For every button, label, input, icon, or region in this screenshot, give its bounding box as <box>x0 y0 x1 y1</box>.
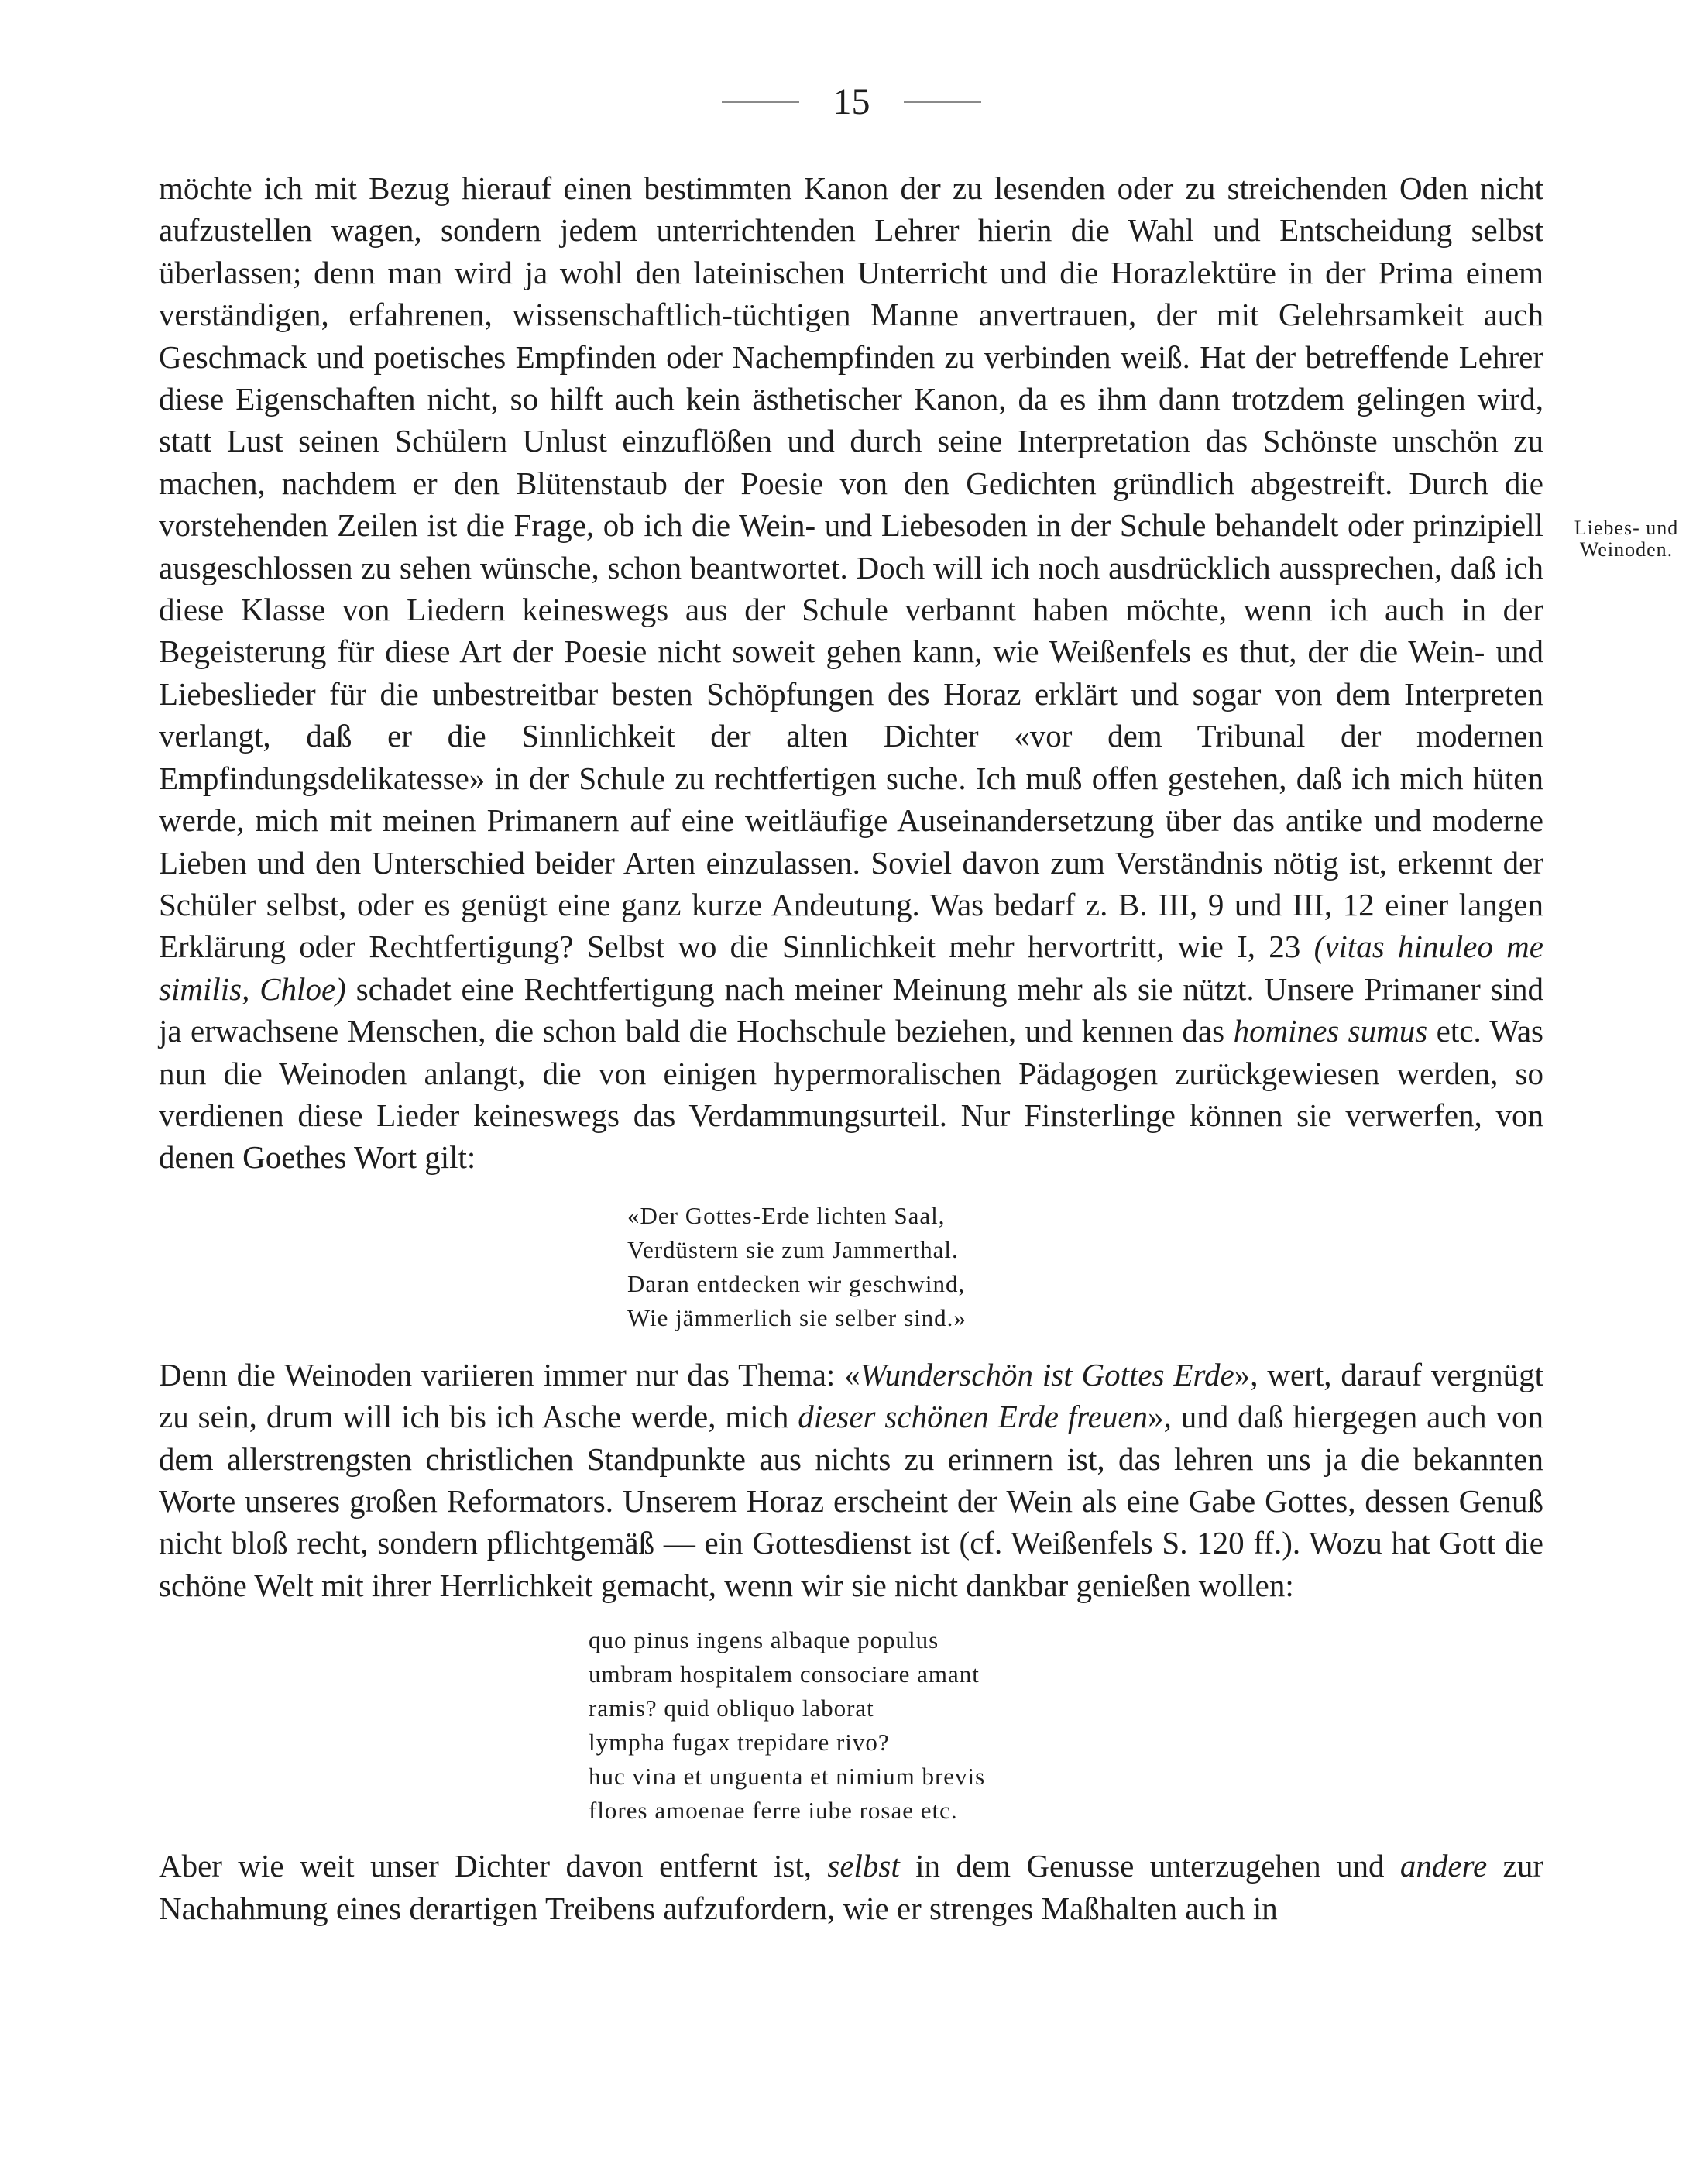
paragraph-1 <box>159 167 1543 1179</box>
italic-phrase: homines sumus <box>1233 1013 1428 1049</box>
verse-line: ramis? quid obliquo laborat <box>589 1695 874 1722</box>
text-run: Aber wie weit unser Dichter davon entfernt ist, <box>159 1848 828 1884</box>
goethe-verse <box>627 1199 1543 1335</box>
verse-line: huc vina et unguenta et nimium brevis <box>589 1763 986 1791</box>
text-run: Denn die Weinoden variieren immer nur das Thema: « <box>159 1356 860 1392</box>
italic-phrase: Wunderschön ist Gottes Erde <box>860 1356 1234 1392</box>
italic-phrase: dieser schönen Erde freuen <box>798 1399 1148 1435</box>
margin-note-line: Weinoden. <box>1579 538 1674 561</box>
body-text <box>159 167 1543 1929</box>
italic-word: andere <box>1399 1848 1488 1884</box>
header-rule-left <box>722 101 799 103</box>
page-number: 15 <box>833 81 870 122</box>
verse-line: Verdüstern sie zum Jammerthal. <box>627 1235 959 1263</box>
text-run: möchte ich mit Bezug hierauf einen bestimmten Kanon der zu lesenden oder zu streichenden Oden nicht aufzustellen wagen, sondern jedem unterrichtenden Lehrer hierin die Wahl und Entscheidung selbst überlassen; denn man wird ja wohl den lateinischen Unterricht und die Horazlektüre in der Prima einem verständigen, erfahrenen, wissenschaftlich-tüchtigen Manne anvertrauen, der mit Gelehrsamkeit auch Geschmack und poetisches Empfinden oder Nachempfinden zu verbinden weiß. Hat der betreffende Lehrer diese Eigenschaften nicht, so hilft auch kein ästhetischer Kanon, da es ihm dann trotzdem gelingen wird, statt Lust seinen Schülern Unlust einzuflößen und durch seine Interpretation das Schönste unschön zu machen, nachdem er den Blütenstaub der Poesie von den Gedichten gründlich abgestreift. Durch die vorstehenden Zeilen ist die Frage, ob ich die Wein- und Liebesoden in der Schule behandelt oder prinzipiell ausgeschlossen zu sehen wünsche, schon beantwortet. Doch will ich noch ausdrücklich aussprechen, daß ich diese Klasse von Liedern keineswegs aus der Schule verbannt haben möchte, wenn ich auch in der Begeisterung für diese Art der Poesie nicht soweit gehen kann, wie Weißenfels es thut, der die Wein- und Liebeslieder für die unbestreitbar besten Schöpfungen des Horaz erklärt und sogar von dem Interpreten verlangt, daß er die Sinnlichkeit der alten Dichter «vor dem Tribunal der modernen Empfindungsdelikatesse» in der Schule zu rechtfertigen suche. Ich muß offen gestehen, daß ich mich hüten werde, mich mit meinen Primanern auf eine weitläufige Auseinandersetzung über das antike und moderne Lieben und den Unterschied beider Arten einzulassen. Soviel davon zum Verständnis nötig ist, erkennt der Schüler selbst, oder es genügt eine ganz kurze Andeutung. Was bedarf z. B. III, 9 und III, 12 einer langen Erklärung oder Rechtfertigung? Selbst wo die Sinnlichkeit mehr hervortritt, wie I, 23 <box>159 170 1543 965</box>
margin-note <box>1557 517 1696 561</box>
verse-line: Wie jämmerlich sie selber sind.» <box>627 1303 967 1331</box>
page-header <box>0 81 1703 127</box>
italic-citation: (vitas hinuleo me similis, Chloe) <box>159 929 1543 1007</box>
horace-verse <box>589 1623 1543 1828</box>
text-run: zur Nachahmung eines derartigen Treibens aufzufordern, wie er strenges Maßhalten auch in <box>159 1848 1543 1926</box>
text-run: in dem Genusse unterzugehen und <box>899 1848 1400 1884</box>
header-rule-right <box>904 101 981 103</box>
paragraph-2 <box>159 1354 1543 1606</box>
margin-note-line: Liebes- und <box>1574 517 1679 539</box>
verse-line: flores amoenae ferre iube rosae etc. <box>589 1797 958 1825</box>
verse-line: umbram hospitalem consociare amant <box>589 1660 980 1688</box>
text-run: », und daß hiergegen auch von dem allerstrengsten christlichen Standpunkte aus nichts zu erinnern ist, das lehren uns ja die bekannten Worte unseres großen Reformators. Unserem Horaz erscheint der Wein als eine Gabe Gottes, dessen Genuß nicht bloß recht, sondern pflichtgemäß — ein Gottesdienst ist (cf. Weißenfels S. 120 ff.). Wozu hat Gott die schöne Welt mit ihrer Herrlichkeit gemacht, wenn wir sie nicht dankbar genießen wollen: <box>159 1399 1543 1603</box>
text-run: schadet eine Rechtfertigung nach meiner Meinung mehr als sie nützt. Unsere Primaner sind ja erwachsene Menschen, die schon bald die Hochschule beziehen, und kennen das <box>159 970 1543 1049</box>
text-run: », wert, darauf vergnügt zu sein, drum will ich bis ich Asche werde, mich <box>159 1356 1544 1435</box>
verse-line: quo pinus ingens albaque populus <box>589 1626 939 1654</box>
verse-line: lympha fugax trepidare rivo? <box>589 1729 890 1756</box>
paragraph-3 <box>159 1845 1543 1929</box>
italic-word: selbst <box>827 1848 900 1884</box>
verse-line: Daran entdecken wir geschwind, <box>627 1269 966 1297</box>
verse-line: «Der Gottes-Erde lichten Saal, <box>627 1201 946 1229</box>
text-run: etc. Was nun die Weinoden anlangt, die von einigen hypermoralischen Pädagogen zurückgewiesen werden, so verdienen diese Lieder keineswegs das Verdammungsurteil. Nur Finsterlinge können sie verwerfen, von denen Goethes Wort gilt: <box>159 1013 1543 1176</box>
